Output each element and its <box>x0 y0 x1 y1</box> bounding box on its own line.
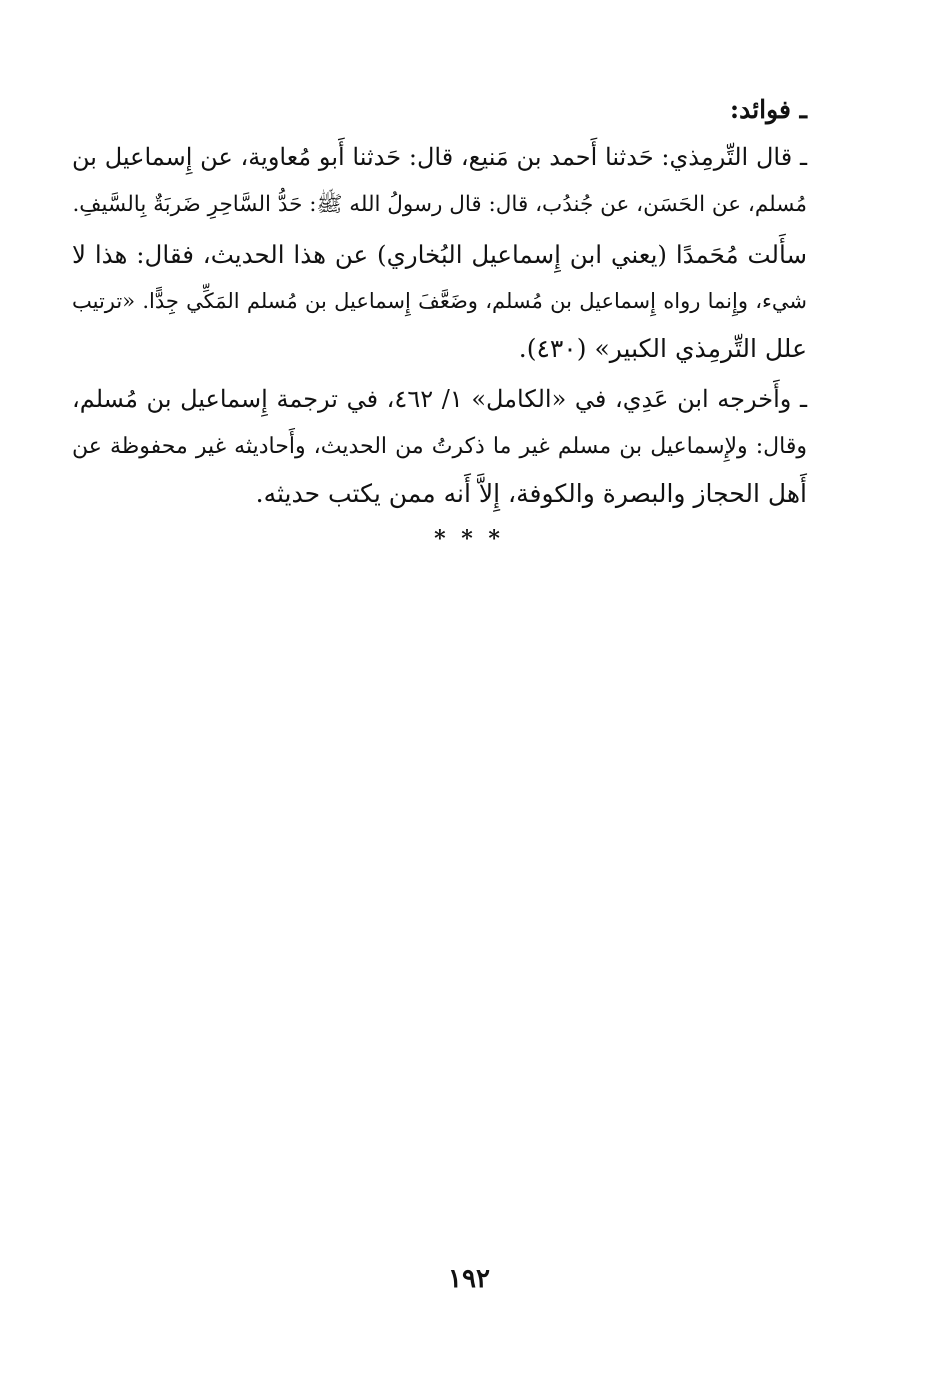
paragraph-3-line-3: أَهل الحجاز والبصرة والكوفة، إِلاَّ أَنه ممن يكتب حديثه. <box>255 479 807 508</box>
section-separator: * * * <box>434 526 504 552</box>
paragraph-3-line-1: ـ وأَخرجه ابن عَدِي، في «الكامل» ١/ ٤٦٢، في ترجمة إِسماعيل بن مُسلم، <box>72 385 807 413</box>
paragraph-1-line-2: مُسلم، عن الحَسَن، عن جُندُب، قال: قال رسولُ الله ﷺ: حَدُّ السَّاحِرِ ضَربَةٌ بِالسَّيفِ. <box>72 192 807 217</box>
paragraph-3 <box>72 376 807 517</box>
paragraph-1-line-1: ـ قال التِّرمِذي: حَدثنا أَحمد بن مَنيع، قال: حَدثنا أَبو مُعاوية، عن إِسماعيل بن <box>72 143 808 171</box>
paragraph-1 <box>72 134 807 228</box>
paragraph-3-line-2: وقال: ولإِسماعيل بن مسلم غير ما ذكرتُ من الحديث، وأَحاديثه غير محفوظة عن <box>72 434 807 459</box>
heading-text: ـ فوائد: <box>729 95 807 124</box>
page-number: ١٩٢ <box>448 1264 490 1294</box>
section-heading <box>72 86 807 133</box>
paragraph-2 <box>72 231 807 372</box>
paragraph-2-line-3: علل التِّرمِذي الكبير» (٤٣٠). <box>518 334 807 363</box>
paragraph-2-line-1: سأَلت مُحَمدًا (يعني ابن إِسماعيل البُخاري) عن هذا الحديث، فقال: هذا لا <box>72 240 807 269</box>
paragraph-2-line-2: شيء، وإِنما رواه إِسماعيل بن مُسلم، وضَعَّفَ إِسماعيل بن مُسلم المَكِّي جِدًّا. «ترتيب <box>72 289 807 313</box>
